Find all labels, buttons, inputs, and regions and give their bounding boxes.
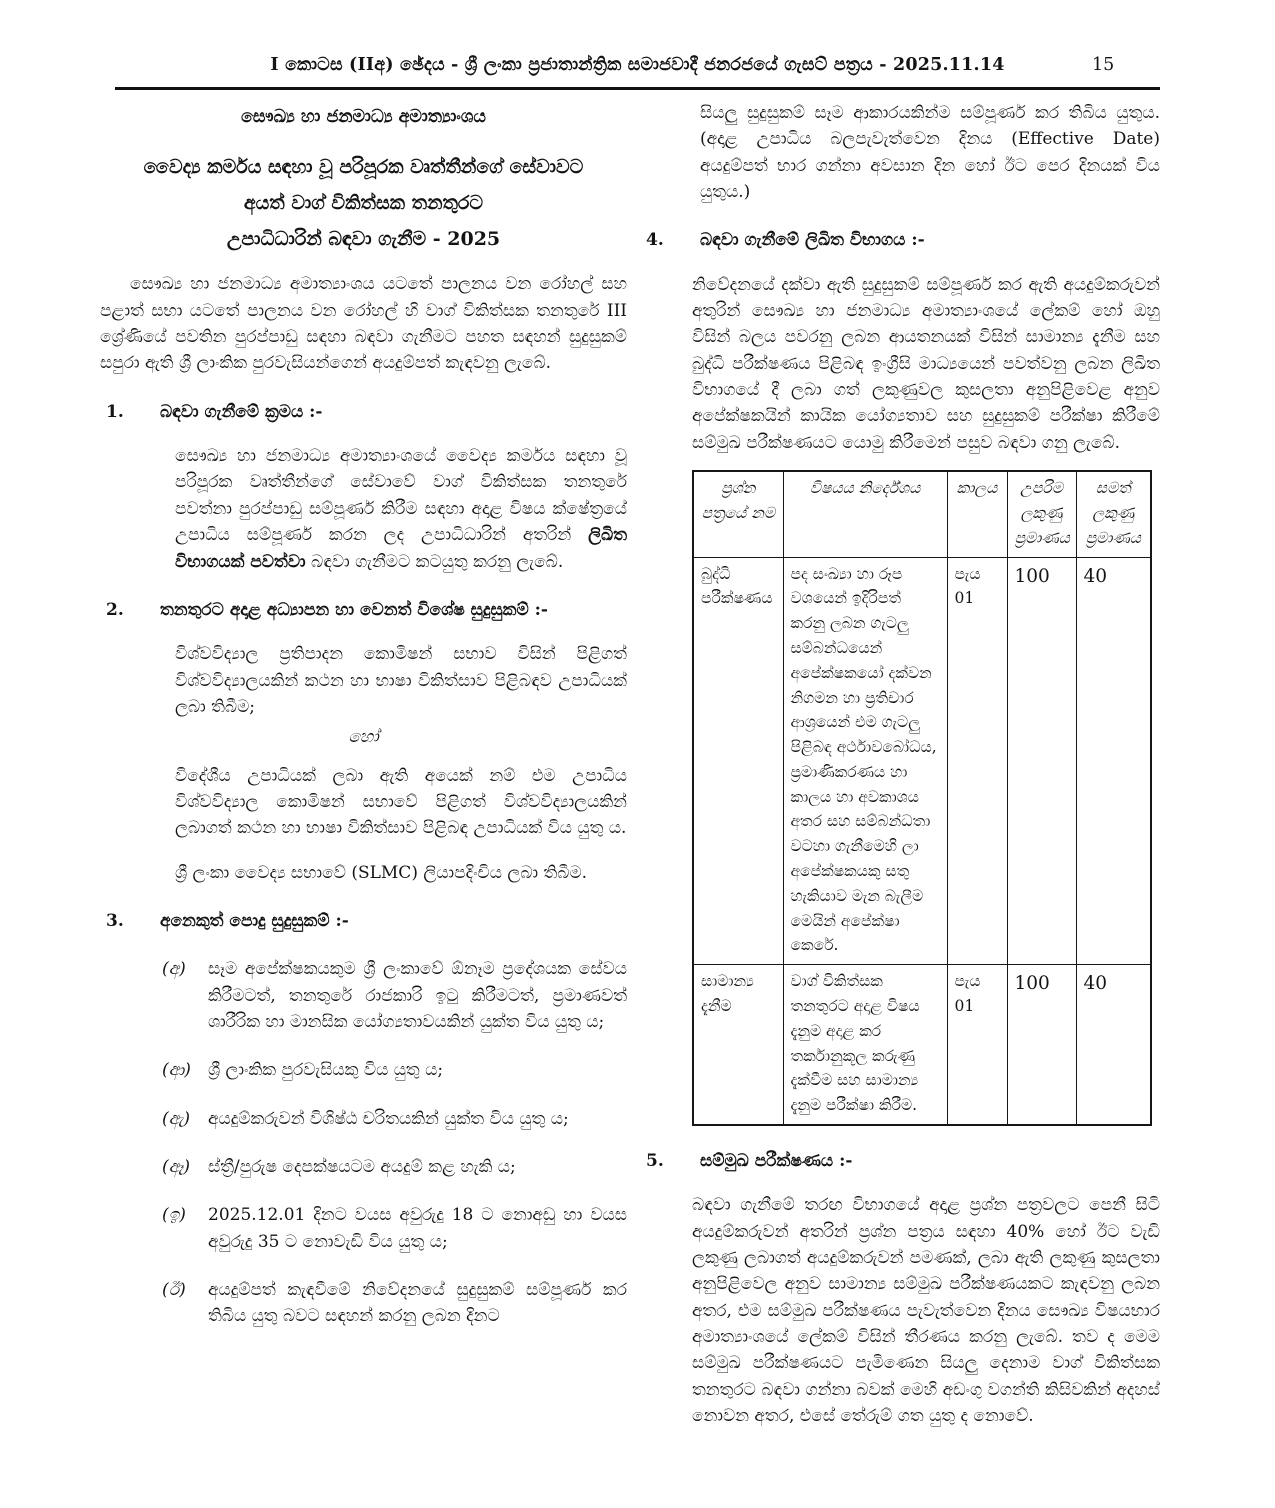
section-1-paragraph-pre: සෞඛ්‍ය හා ජනමාධ්‍ය අමාත්‍යාංශයේ වෛද්‍ය කර්මය සඳහා වූ පරිපූරක වෘත්තීන්ගේ සේවාවේ වාග් විකිත්සක තනතුරේ පවත්නා පුරප්පාඩු සම්පූර්ණ කිරීම සඳහා අදාළ විෂය ක්ෂේත්‍රයේ උපාධිය සම්පූර්ණ කරන ලද උපාධිධාරින් අතරින් <box>175 446 627 546</box>
col-header-pass-marks: සමත් ලකුණු ප්‍රමාණය <box>1076 471 1151 557</box>
section-1-number: 1. <box>106 401 124 422</box>
intro-paragraph: සෞඛ්‍ය හා ජනමාධ්‍ය අමාත්‍යාංශය යටතේ පාලනය වන රෝහල් සහ පළාත් සභා යටතේ පාලනය වන රෝහල් හි වාග් විකිත්සක තනතුරේ III ශ්‍රේණියේ පවතින පුරප්පාඩු සඳහා බඳවා ගැනීමට පහත සඳහන් සුදුසුකම් සපුරා ඇති ශ්‍රී ලාංකික පුරවැසියන්ගෙන් අයදුම්පත් කැඳවනු ලැබේ. <box>100 274 627 374</box>
cell-max-marks: 100 <box>1007 965 1076 1125</box>
section-4-paragraph: නිවේදනයේ දක්වා ඇති සුදුසුකම් සම්පූර්ණ කර ඇති අයදුම්කරුවන් අතුරින් සෞඛ්‍ය හා ජනමාධ්‍ය අමාත්‍යාංශයේ ලේකම් හෝ ඔහු විසින් බලය පවරනු ලබන ආයතනයක් විසින් සාමාන්‍ය දැනීම සහ බුද්ධි පරීක්ෂණය පිළිබඳ ඉංග්‍රීසි මාධ්‍යයෙන් පවත්වනු ලබන ලිඛිත විභාගයේ දී ලබා ගත් ලකුණුවල කුසලතා අනුපිළිවෙළ අනුව අපේක්ෂකයින් කායික යෝග්‍යතාව සහ සුදුසුකම් පරීක්ෂා කිරීමේ සම්මුඛ පරීක්ෂණයට යොමු කිරීමෙන් පසුව බඳවා ගනු ලැබේ. <box>692 274 1160 453</box>
written-exam-table <box>692 470 1152 1126</box>
section-5-paragraph: බඳවා ගැනීමේ තරඟ විභාගයේ අදාළ ප්‍රශ්න පත්‍රවලට පෙනී සිටි අයදුම්කරුවන් අතරින් ප්‍රශ්න පත්‍රය සඳහා 40% හෝ ඊට වැඩි ලකුණු ලබාගත් අයදුම්කරුවන් පමණක්, ලබා ඇති ලකුණු කුසලතා අනුපිළිවෙල අනුව සාමාන්‍ය සම්මුඛ පරීක්ෂණයකට කැඳවනු ලබන අතර, එම සම්මුඛ පරීක්ෂණය පැවැත්වෙන දිනය සෞඛ්‍ය විෂයභාර අමාත්‍යාංශයේ ලේකම් විසින් තීරණය කරනු ලැබේ. තව ද මෙම සම්මුඛ පරීක්ෂණයට පැමිණෙන සියලු දෙනාම වාග් විකිත්සක තනතුරට බඳවා ගන්නා බවක් මෙහි අඩංගු වගන්ති කිසිවකින් අදහස් නොවන අතර, එසේ තේරුම් ගත යුතු ද නොවේ. <box>692 1195 1160 1427</box>
item-ii-continuation-paragraph: සියලු සුදුසුකම් සෑම ආකාරයකින්ම සම්පූර්ණ කර තිබිය යුතුය. (අදාළ උපාධිය බලපැවැත්වෙන දිනය (Effective Date) අයදුම්පත් භාර ගන්නා අවසාන දින හෝ ඊට පෙර දිනයක් විය යුතුය.) <box>700 103 1160 203</box>
section-1-heading-text: බඳවා ගැනීමේ ක්‍රමය :- <box>160 401 323 422</box>
col-header-paper-name: ප්‍රශ්න පත්‍රයේ නම <box>693 471 783 557</box>
list-item-a-text: සෑම අපේක්ෂකයකුම ශ්‍රී ලංකාවේ ඕනෑම ප්‍රදේශයක සේවය කිරීමටත්, තනතුරේ රාජකාරි ඉටු කිරීමටත්, ප්‍රමාණවත් ශාරීරික හා මානසික යෝග්‍යතාවයකින් යුක්ත විය යුතු ය; <box>208 959 627 1032</box>
section-5-number: 5. <box>646 1151 664 1172</box>
section-1-heading <box>100 399 627 425</box>
cell-max-marks: 100 <box>1007 557 1076 965</box>
section-2-paragraph-1: විශ්වවිද්‍යාල ප්‍රතිපාදන කොමිෂන් සභාව විසින් පිළිගත් විශ්වවිද්‍යාලයකින් කථන හා භාෂා විකිත්සාව පිළිබඳව උපාධියක් ලබා තිබීම; <box>175 644 627 717</box>
section-2-heading-text: තනතුරට අදාළ අධ්‍යාපන හා වෙනත් විශේෂ සුදුසුකම් :- <box>160 599 548 620</box>
section-2-paragraph-2: විදේශීය උපාධියක් ලබා ඇති අයෙක් නම් එම උපාධිය විශ්වවිද්‍යාල කොමිෂන් සභාවේ පිළිගත් විශ්වවිද්‍යාලයකින් ලබාගත් කථන හා භාෂා විකිත්සාව පිළිබඳ උපාධියක් විය යුතු ය. <box>175 765 627 839</box>
list-item-ii <box>100 1277 627 1330</box>
col-header-duration: කාලය <box>947 471 1007 557</box>
section-5-heading-text: සම්මුඛ පරීක්ෂණය :- <box>700 1151 853 1172</box>
section-2-number: 2. <box>106 599 124 620</box>
cell-pass-marks: 40 <box>1076 965 1151 1125</box>
cell-paper-name: බුද්ධි පරීක්ෂණය <box>693 557 783 965</box>
list-item-aee-text: ස්ත්‍රී/පුරුෂ දෙපක්ෂයටම අයදුම් කළ හැකි ය; <box>208 1157 516 1177</box>
section-1-paragraph-post: බඳවා ගැනීමට කටයුතු කරනු ලැබේ. <box>305 551 564 572</box>
ministry-name: සෞඛ්‍ය හා ජනමාධ්‍ය අමාත්‍යාංශය <box>241 107 486 127</box>
section-3-heading-text: අනෙකුත් පොදු සුදුසුකම් :- <box>160 910 349 931</box>
section-1 <box>100 399 627 575</box>
or-word: හෝ <box>348 727 379 748</box>
section-3-number: 3. <box>106 910 124 931</box>
notice-title <box>100 149 627 257</box>
section-4-number: 4. <box>646 230 664 251</box>
cell-pass-marks: 40 <box>1076 557 1151 965</box>
gazette-header-title: I කොටස (IIඅ) ඡේදය - ශ්‍රී ලංකා ප්‍රජාතාන්ත්‍රික සමාජවාදී ජනරජයේ ගැසට් පත්‍රය - 2025.11.14 <box>270 55 1005 75</box>
section-3-heading <box>100 908 627 934</box>
table-header-row <box>693 471 1151 557</box>
list-item-aa <box>100 1057 627 1083</box>
list-item-i-marker: (ඉ) <box>162 1205 186 1226</box>
section-5 <box>640 1148 1160 1429</box>
list-item-aa-marker: (ආ) <box>162 1060 191 1081</box>
notice-title-line-2: අයත් වාග් විකිත්සක තනතුරට <box>243 192 484 215</box>
header-rule <box>115 87 1160 90</box>
cell-duration: පැය 01 <box>947 965 1007 1125</box>
table-row <box>693 965 1151 1125</box>
section-4-heading <box>640 227 1160 253</box>
list-item-ii-marker: (ඊ) <box>162 1280 186 1301</box>
cell-syllabus: වාග් විකිත්සක තනතුරට අදාළ විෂය දැනුම අදාළ කර තර්කානුකූල කරුණු දැක්වීම සහ සාමාන්‍ය දැනුම පරීක්ෂා කිරීම. <box>783 965 947 1125</box>
list-item-aee <box>100 1154 627 1180</box>
section-3 <box>100 908 627 1330</box>
section-2-heading <box>100 597 627 623</box>
notice-title-line-3: උපාධිධාරින් බඳවා ගැනීම - 2025 <box>226 228 501 251</box>
col-header-max-marks: උපරිම ලකුණු ප්‍රමාණය <box>1007 471 1076 557</box>
section-5-heading <box>640 1148 1160 1174</box>
col-header-syllabus: විෂයය නිර්දේශය <box>783 471 947 557</box>
right-column <box>640 100 1160 1429</box>
cell-duration: පැය 01 <box>947 557 1007 965</box>
list-item-ii-text: අයදුම්පත් කැඳවීමේ නිවේදනයේ සුදුසුකම් සම්පූර්ණ කර තිබිය යුතු බවට සඳහන් කරනු ලබන දිනට <box>208 1280 627 1327</box>
list-item-i <box>100 1202 627 1255</box>
notice-title-line-1: වෛද්‍ය කර්මය සඳහා වූ පරිපූරක වෘත්තීන්ගේ සේවාවට <box>143 156 584 179</box>
section-1-paragraph-bold: ලිඛිත විභාගයක් පවත්වා <box>175 525 627 572</box>
section-2 <box>100 597 627 886</box>
list-item-i-text: 2025.12.01 දිනට වයස අවුරුදු 18 ට නොඅඩු හා වයස අවුරුදු 35 ට නොවැඩි විය යුතු ය; <box>208 1205 627 1252</box>
cell-syllabus: පද සංඛ්‍යා හා රූප වශයෙන් ඉදිරිපත් කරනු ලබන ගැටලු සම්බන්ධයෙන් අපේක්ෂකයෝ දක්වන නිගමන හා ප්‍රතිචාර ආශ්‍රයෙන් එම ගැටලු පිළිබඳ අර්ථාවබෝධය, ප්‍රමාණිකරණය හා කාලය හා අවකාශය අතර සහ සම්බන්ධතා වටහා ගැනීමෙහි ලා අපේක්ෂකයකු සතු හැකියාව මැන බැලීම මෙයින් අපේක්ෂා කෙරේ. <box>783 557 947 965</box>
list-item-ae-text: අයදුම්කරුවන් විශිෂ්ඨ චරිතයකින් යුක්ත විය යුතු ය; <box>208 1108 569 1129</box>
section-1-paragraph <box>175 443 627 575</box>
table-row <box>693 557 1151 965</box>
page-number: 15 <box>1092 55 1115 75</box>
list-item-ae-marker: (ඇ) <box>162 1108 191 1129</box>
left-column <box>100 100 627 1330</box>
list-item-a <box>100 956 627 1035</box>
section-4 <box>640 227 1160 456</box>
list-item-aa-text: ශ්‍රී ලාංකික පුරවැසියකු විය යුතු ය; <box>208 1060 444 1081</box>
section-2-paragraph-3: ශ්‍රී ලංකා වෛද්‍ය සභාවේ (SLMC) ලියාපදිංචිය ලබා තිබීම. <box>175 862 588 883</box>
section-4-heading-text: බඳවා ගැනීමේ ලිඛිත විභාගය :- <box>700 230 925 251</box>
cell-paper-name: සාමාන්‍ය දැනීම <box>693 965 783 1125</box>
list-item-a-marker: (අ) <box>162 959 186 980</box>
list-item-ae <box>100 1106 627 1132</box>
list-item-aee-marker: (ඈ) <box>162 1157 191 1177</box>
